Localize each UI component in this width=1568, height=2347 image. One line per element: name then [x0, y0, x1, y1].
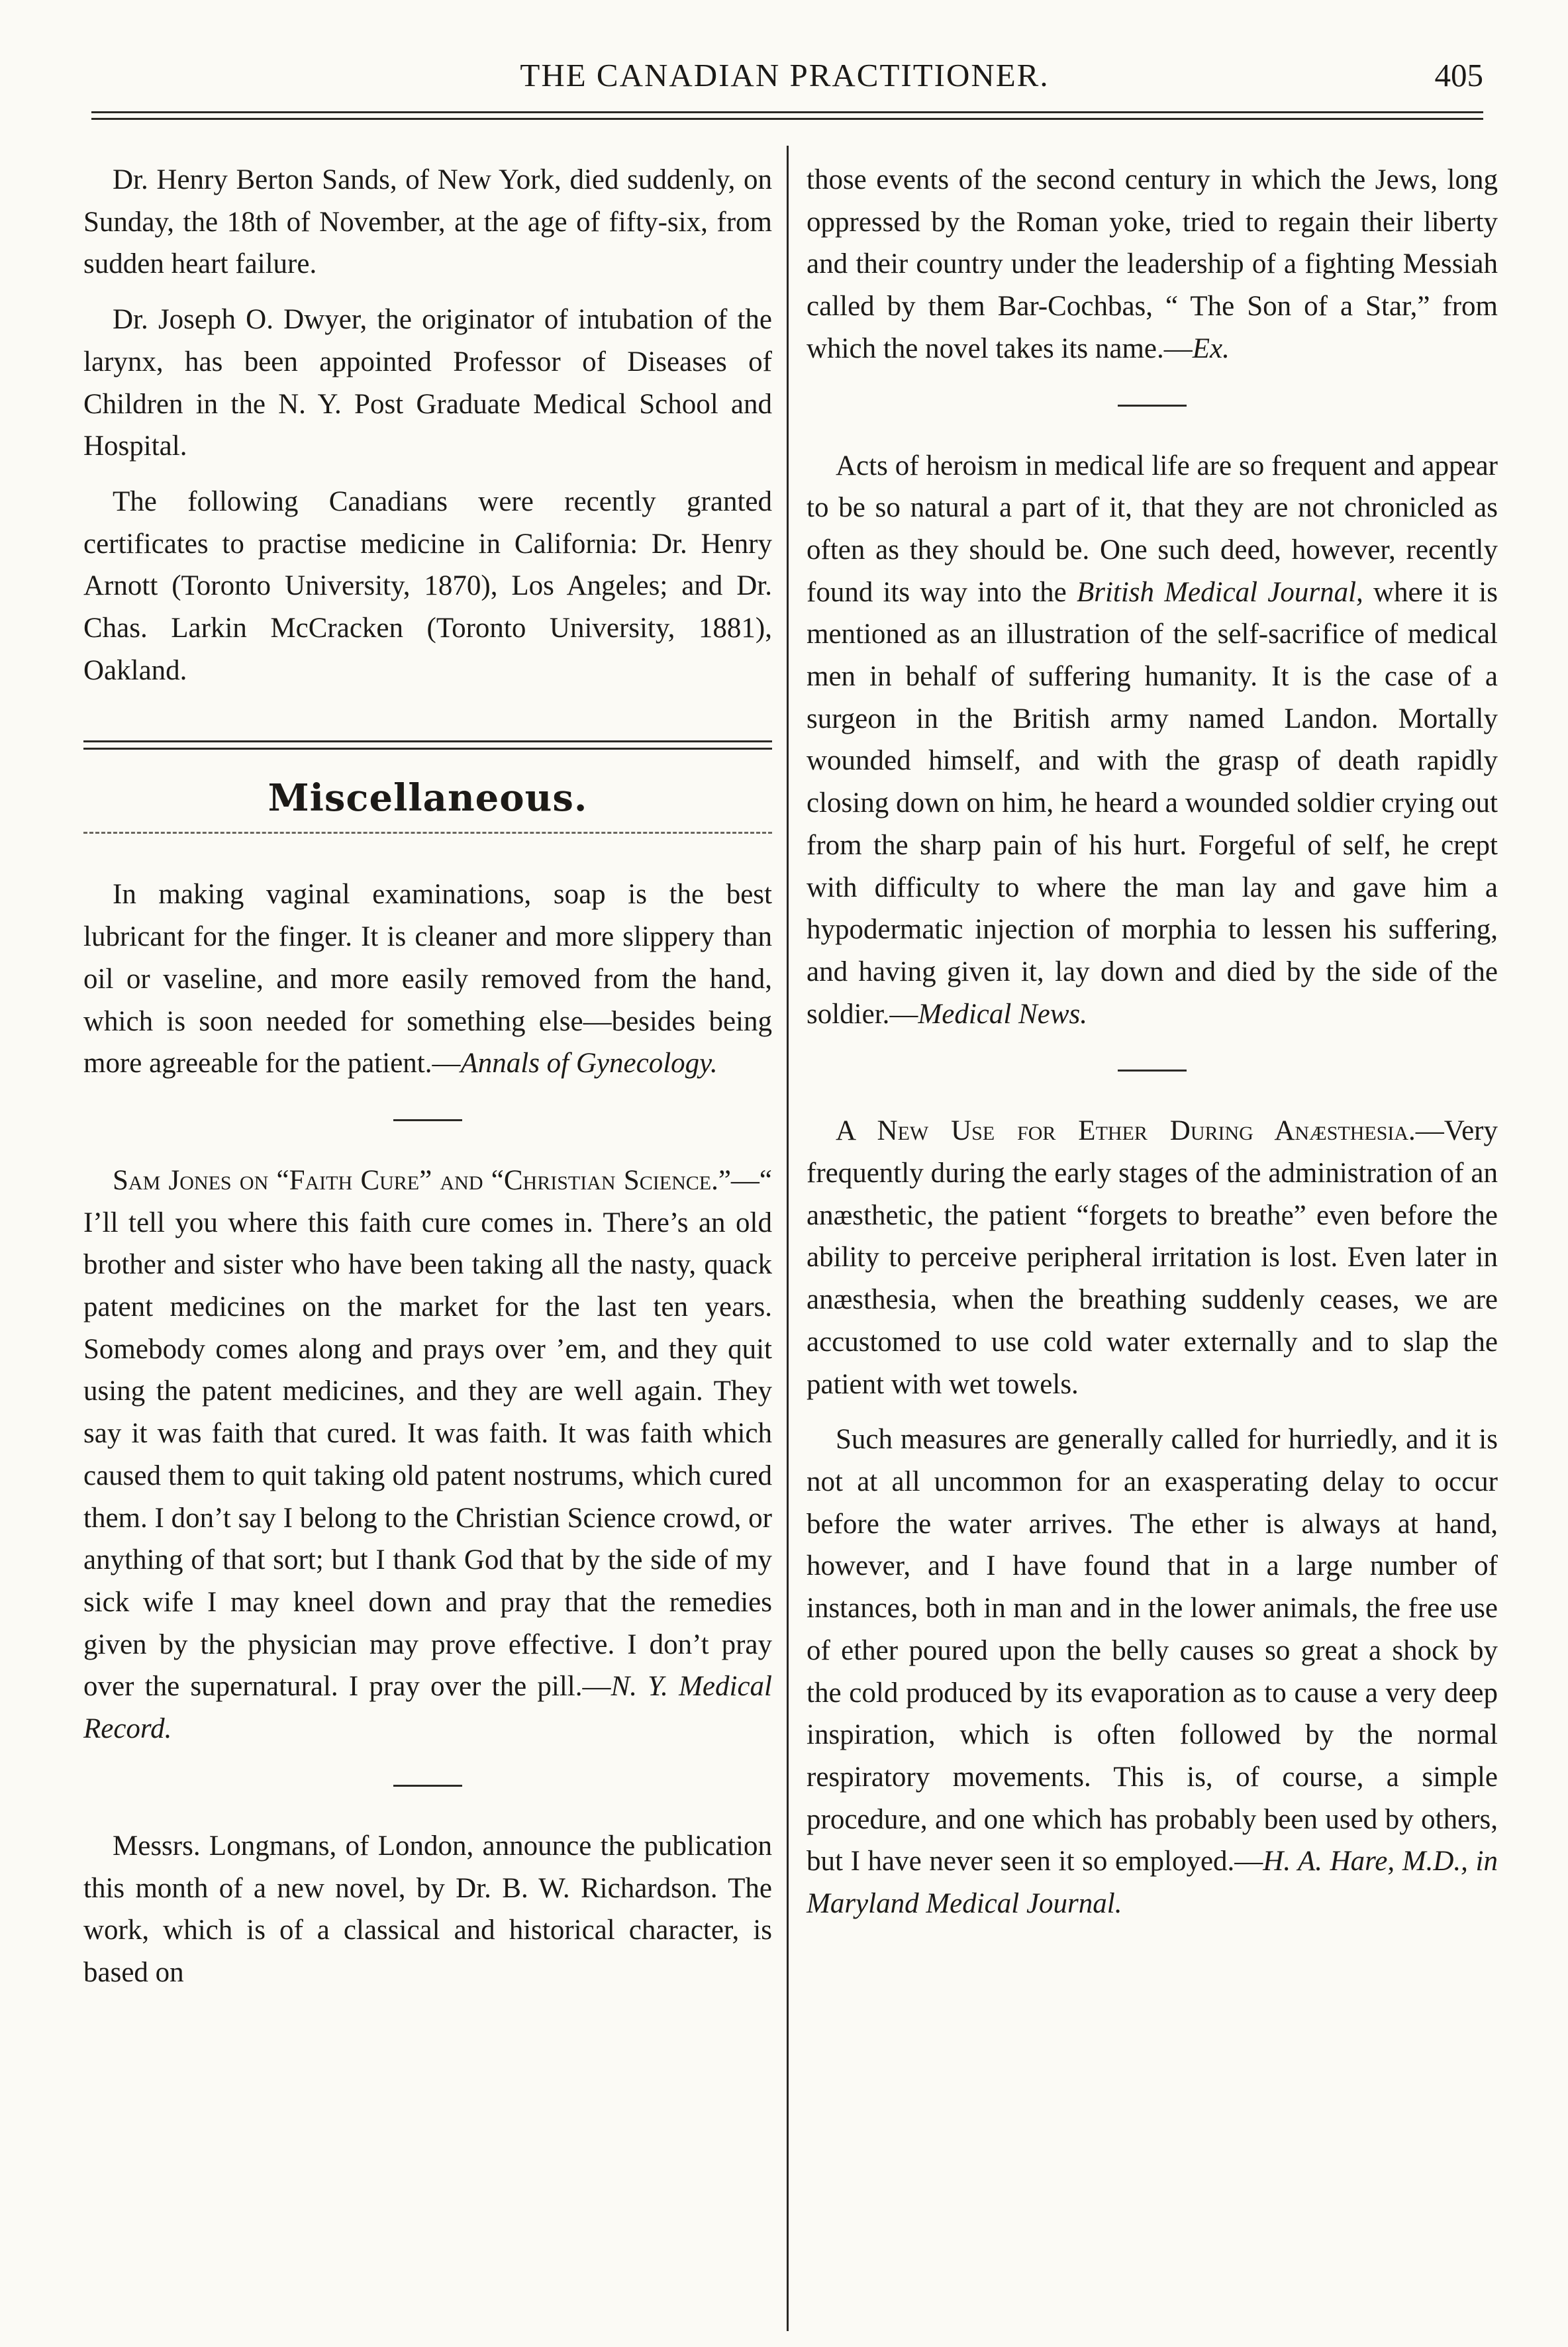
- section-rule-lower: [83, 748, 772, 750]
- sam-jones-heading: Sam Jones on “Faith Cure” and “Christian Science.”: [113, 1164, 731, 1196]
- journal-title: THE CANADIAN PRACTITIONER.: [520, 57, 1050, 93]
- paragraph-sam-jones: [83, 1160, 772, 1750]
- heroism-text-1: Acts of heroism in medical life are so frequent and appear to be so natural a part of it, that they are not chronicled as often as they should be. One such deed, however, recently found its way into the: [807, 450, 1498, 608]
- ether-text: —Very frequently during the early stages of the administration of an anæsthetic, the patient “forgets to breathe” even before the ability to perceive peripheral irritation is lost. Even later in anæsthesia, when the breathing suddenly ceases, we are accustomed to use cold water externally and to slap the patient with wet towels.: [807, 1115, 1498, 1400]
- separator-rule: [1118, 405, 1187, 407]
- section-title-miscellaneous: Miscellaneous.: [268, 776, 588, 821]
- separator-rule: [393, 1785, 462, 1787]
- paragraph-soap: [83, 874, 772, 1085]
- right-column: [807, 159, 1498, 1925]
- paragraph-ether-continued: [807, 1419, 1498, 1924]
- ether-heading: A New Use for Ether During Anæsthesia.: [836, 1115, 1416, 1147]
- paragraph-longmans-continued: [807, 159, 1498, 370]
- heroism-source: Medical News.: [918, 998, 1087, 1030]
- header-rule-lower: [91, 118, 1483, 120]
- page-number: 405: [1434, 57, 1483, 93]
- soap-source: Annals of Gynecology.: [460, 1048, 718, 1079]
- soap-text: In making vaginal examinations, soap is the best lubricant for the finger. It is cleaner and more slippery than oil or vaseline, and more easily removed from the hand, which is soon needed for something else—besides being more agreeable for the patient.—: [83, 879, 772, 1079]
- paragraph-ether: [807, 1110, 1498, 1405]
- paragraph-longmans: Messrs. Longmans, of London, announce the publication this month of a new novel, by Dr. B. W. Richardson. The work, which is of a classical and historical character, is based on: [83, 1830, 772, 1988]
- separator-rule: [393, 1119, 462, 1121]
- paragraph-dwyer: Dr. Joseph O. Dwyer, the originator of intubation of the larynx, has been appointed Professor of Diseases of Children in the N. Y. Post Graduate Medical School and Hospital.: [83, 304, 772, 462]
- left-column: [83, 159, 772, 1994]
- paragraph-sands: Dr. Henry Berton Sands, of New York, died suddenly, on Sunday, the 18th of November, at the age of fifty-six, from sudden heart failure.: [83, 164, 772, 280]
- sam-jones-text: —“ I’ll tell you where this faith cure comes in. There’s an old brother and sister who have been taking all the nasty, quack patent medicines on the market for the last ten years. Somebody comes along and prays over ’em, and they quit using the patent medicines, and they are well again. They say it was faith that cured. It was faith. It was faith which caused them to quit taking old patent nostrums, which cured them. I don’t say I belong to the Christian Science crowd, or anything of that sort; but I thank God that by the side of my sick wife I may kneel down and pray that the remedies given by the physician may prove effective. I don’t pray over the supernatural. I pray over the pill.—: [83, 1164, 772, 1703]
- separator-rule: [1118, 1070, 1187, 1072]
- section-title-underline: [83, 832, 772, 834]
- section-rule-upper: [83, 740, 772, 742]
- longmans-source: Ex.: [1192, 332, 1230, 364]
- heroism-journal: British Medical Journal,: [1076, 576, 1363, 608]
- longmans-cont-text: those events of the second century in which the Jews, long oppressed by the Roman yoke, tried to regain their liberty and their country under the leadership of a fighting Messiah called by them Bar-Cochbas, “ The Son of a Star,” from which the novel takes its name.—: [807, 164, 1498, 364]
- paragraph-heroism: [807, 445, 1498, 1036]
- sam-jones-source: N. Y. Medical Record.: [83, 1671, 772, 1745]
- ether-text-2: Such measures are generally called for hurriedly, and it is not at all uncommon for an exasperating delay to occur before the water arrives. The ether is always at hand, however, and I have found that in a large number of instances, both in man and in the lower animals, the free use of ether poured upon the belly causes so great a shock by the cold produced by its evaporation as to cause a very deep inspiration, which is often followed by the normal respiratory movements. This is, of course, a simple procedure, and one which has probably been used by others, but I have never seen it so employed.—: [807, 1424, 1498, 1877]
- running-head: [86, 52, 1483, 99]
- section-divider: [83, 740, 772, 750]
- heroism-text-2: where it is mentioned as an illustration of the self-sacrifice of medical men in behalf of suffering humanity. It is the case of a surgeon in the British army named Landon. Mortally wounded himself, and with the grasp of death rapidly closing down on him, he heard a wounded soldier crying out from the sharp pain of his hurt. Forgeful of self, he crept with difficulty to where the man lay and gave him a hypodermatic injection of morphia to lessen his suffering, and having given it, lay down and died by the side of the soldier.—: [807, 576, 1498, 1030]
- header-rule-upper: [91, 111, 1483, 113]
- ether-source: H. A. Hare, M.D., in Maryland Medical Journal.: [807, 1846, 1498, 1920]
- column-divider: [787, 146, 789, 2331]
- paragraph-canadians: The following Canadians were recently granted certificates to practise medicine in California: Dr. Henry Arnott (Toronto University, 1870), Los Angeles; and Dr. Chas. Larkin McCracken (Toronto University, 1881), Oakland.: [83, 485, 772, 686]
